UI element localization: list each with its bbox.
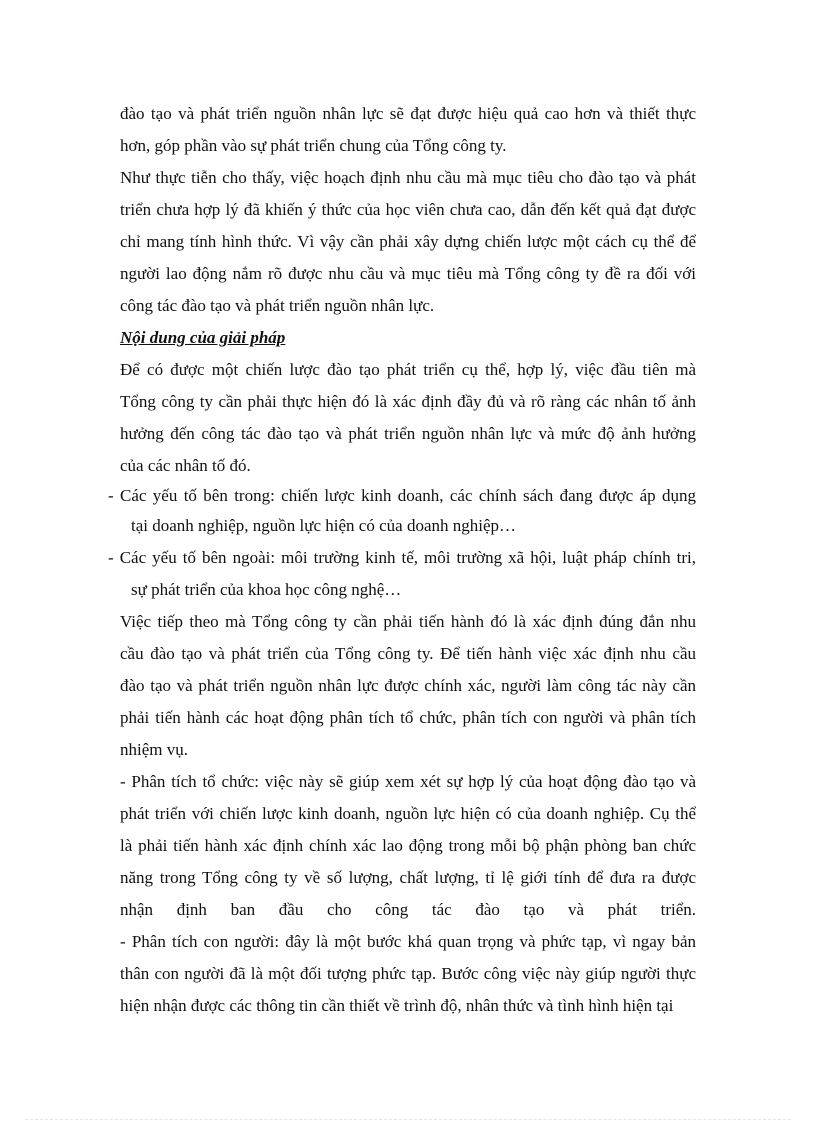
paragraph-line: chỉ mang tính hình thức. Vì vậy cần phải xây dựng chiến lược một cách cụ thể để	[120, 232, 696, 251]
paragraph-line: hưởng đến công tác đào tạo và phát triển nguồn nhân lực và mức độ ảnh hưởng	[120, 424, 696, 443]
paragraph-line: nhiệm vụ.	[120, 740, 188, 759]
paragraph-line: đào tạo và phát triển nguồn nhân lực được chính xác, người làm công tác này cần	[120, 676, 696, 695]
bullet-line: - Các yếu tố bên ngoài: môi trường kinh tế, môi trường xã hội, luật pháp chính tri,	[108, 548, 696, 567]
paragraph-line: Việc tiếp theo mà Tổng công ty cần phải tiến hành đó là xác định đúng đắn nhu	[120, 612, 696, 631]
page-bottom-divider	[25, 1119, 791, 1120]
paragraph-line: phải tiến hành các hoạt động phân tích tổ chức, phân tích con người và phân tích	[120, 708, 696, 727]
paragraph-line: nhận định ban đầu cho công tác đào tạo và phát triển.	[120, 900, 696, 919]
paragraph-line: Để có được một chiến lược đào tạo phát triển cụ thể, hợp lý, việc đầu tiên mà	[120, 360, 696, 379]
paragraph-line: là phải tiến hành xác định chính xác lao động trong mỗi bộ phận phòng ban chức	[120, 836, 696, 855]
paragraph-line: - Phân tích tổ chức: việc này sẽ giúp xem xét sự hợp lý của hoạt động đào tạo và	[120, 772, 696, 791]
bullet-line: tại doanh nghiệp, nguồn lực hiện có của doanh nghiệp…	[131, 516, 517, 535]
paragraph-line: hơn, góp phần vào sự phát triển chung của Tổng công ty.	[120, 136, 507, 155]
paragraph-line: - Phân tích con người: đây là một bước khá quan trọng và phức tạp, vì ngay bản	[120, 932, 696, 951]
paragraph-line: Như thực tiễn cho thấy, việc hoạch định nhu cầu mà mục tiêu cho đào tạo và phát	[120, 168, 696, 187]
paragraph-line: Tổng công ty cần phải thực hiện đó là xác định đầy đủ và rõ ràng các nhân tố ảnh	[120, 392, 696, 411]
bullet-line: sự phát triển của khoa học công nghệ…	[131, 580, 402, 599]
section-heading: Nội dung của giải pháp	[120, 328, 286, 347]
paragraph-line: cầu đào tạo và phát triển của Tổng công ty. Để tiến hành việc xác định nhu cầu	[120, 644, 696, 663]
paragraph-line: đào tạo và phát triển nguồn nhân lực sẽ đạt được hiệu quả cao hơn và thiết thực	[120, 104, 696, 123]
paragraph-line: hiện nhận được các thông tin cần thiết về trình độ, nhân thức và tình hình hiện tại	[120, 996, 674, 1015]
paragraph-line: năng trong Tổng công ty về số lượng, chất lượng, tỉ lệ giới tính để đưa ra được	[120, 868, 696, 887]
paragraph-line: phát triển với chiến lược kinh doanh, nguồn lực hiện có của doanh nghiệp. Cụ thể	[120, 804, 696, 823]
paragraph-line: triển chưa hợp lý đã khiến ý thức của học viên chưa cao, dẫn đến kết quả đạt được	[120, 200, 696, 219]
bullet-line: - Các yếu tố bên trong: chiến lược kinh doanh, các chính sách đang được áp dụng	[108, 486, 696, 505]
paragraph-line: công tác đào tạo và phát triển nguồn nhân lực.	[120, 296, 435, 315]
paragraph-line: của các nhân tố đó.	[120, 456, 251, 475]
paragraph-line: thân con người đã là một đối tượng phức tạp. Bước công việc này giúp người thực	[120, 964, 696, 983]
paragraph-line: người lao động nắm rõ được nhu cầu và mục tiêu mà Tổng công ty đề ra đối với	[120, 264, 696, 283]
